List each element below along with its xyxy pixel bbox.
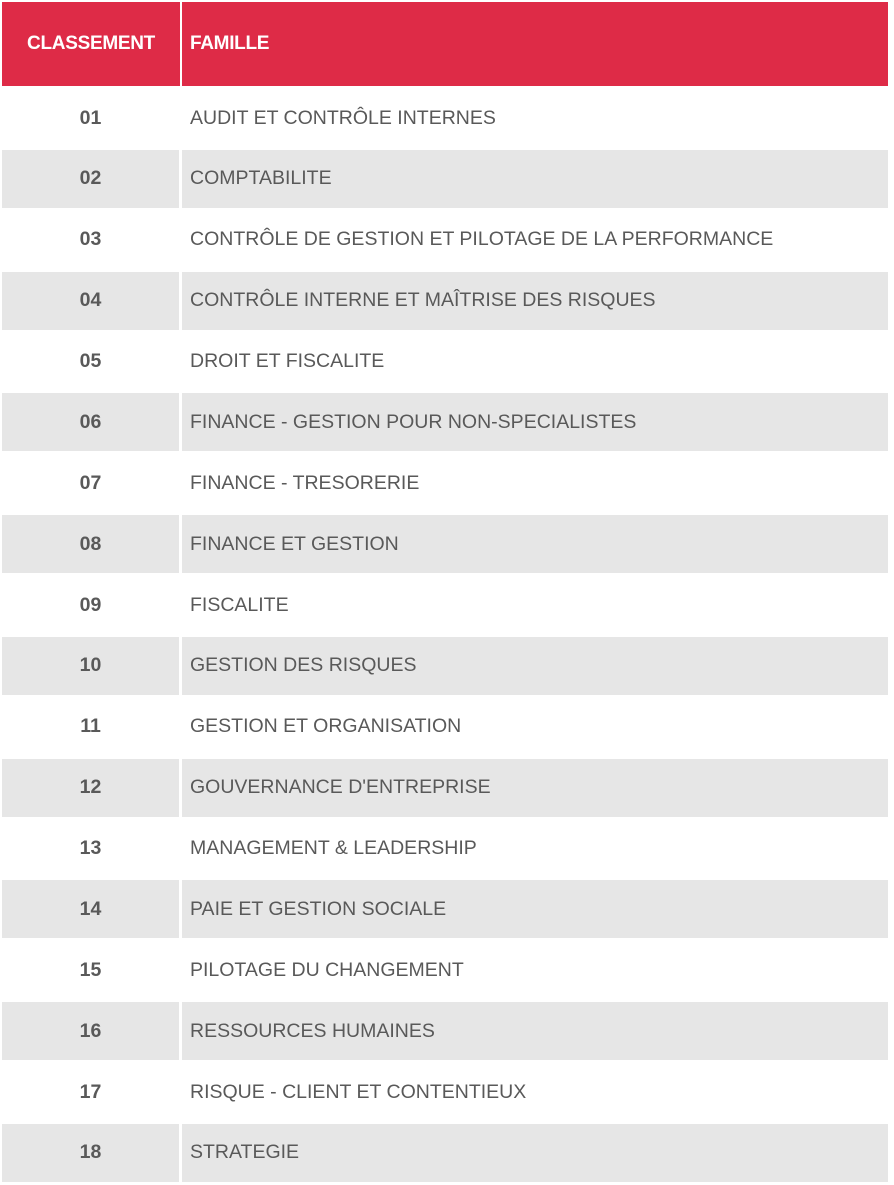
header-rank: CLASSEMENT: [2, 2, 182, 86]
family-cell: GESTION ET ORGANISATION: [190, 715, 462, 738]
rank-cell: 04: [2, 272, 182, 330]
table-row: [2, 333, 888, 391]
rank-cell: 08: [2, 515, 182, 573]
family-cell: CONTRÔLE INTERNE ET MAÎTRISE DES RISQUES: [190, 289, 656, 312]
family-cell: FINANCE - GESTION POUR NON-SPECIALISTES: [190, 410, 637, 433]
rank-cell: 10: [2, 637, 182, 695]
family-cell: MANAGEMENT & LEADERSHIP: [190, 837, 477, 859]
table-row: [2, 637, 888, 695]
rank-cell: 01: [2, 89, 182, 147]
rank-cell: 17: [2, 1063, 182, 1121]
table-row: [2, 576, 888, 634]
table-body: [2, 89, 888, 1182]
rank-cell: 06: [2, 393, 182, 451]
table-row: [2, 211, 888, 269]
family-cell: FISCALITE: [190, 593, 289, 616]
table-row: [2, 941, 888, 999]
ranking-table: [2, 2, 888, 1185]
table-row: [2, 1063, 888, 1121]
family-cell: RISQUE - CLIENT ET CONTENTIEUX: [190, 1080, 527, 1103]
table-row: [2, 880, 888, 938]
family-cell: PILOTAGE DU CHANGEMENT: [190, 958, 464, 981]
family-cell: AUDIT ET CONTRÔLE INTERNES: [190, 106, 496, 129]
family-cell: FINANCE - TRESORERIE: [190, 471, 420, 494]
rank-cell: 16: [2, 1002, 182, 1060]
table-row: [2, 393, 888, 451]
rank-cell: 13: [2, 820, 182, 878]
family-cell: GOUVERNANCE D'ENTREPRISE: [190, 776, 491, 799]
rank-cell: 15: [2, 941, 182, 999]
table-row: [2, 89, 888, 147]
family-cell: GESTION DES RISQUES: [190, 654, 417, 677]
rank-cell: 09: [2, 576, 182, 634]
table-row: [2, 454, 888, 512]
header-family: FAMILLE: [190, 33, 270, 54]
table-row: [2, 820, 888, 878]
rank-cell: 07: [2, 454, 182, 512]
rank-cell: 05: [2, 333, 182, 391]
table-row: [2, 1002, 888, 1060]
family-cell: COMPTABILITE: [190, 167, 332, 190]
table-row: [2, 272, 888, 330]
family-cell: RESSOURCES HUMAINES: [190, 1019, 435, 1042]
table-row: [2, 698, 888, 756]
rank-cell: 11: [2, 698, 182, 756]
family-cell: STRATEGIE: [190, 1141, 300, 1164]
rank-cell: 02: [2, 150, 182, 208]
rank-cell: 03: [2, 211, 182, 269]
family-cell: PAIE ET GESTION SOCIALE: [190, 897, 447, 920]
table-row: [2, 150, 888, 208]
rank-cell: 18: [2, 1124, 182, 1182]
family-cell: CONTRÔLE DE GESTION ET PILOTAGE DE LA PERFORMANCE: [190, 228, 774, 251]
rank-cell: 12: [2, 759, 182, 817]
table-row: [2, 759, 888, 817]
table-row: [2, 1124, 888, 1182]
table-header: [2, 2, 888, 86]
family-cell: DROIT ET FISCALITE: [190, 350, 385, 372]
table-row: [2, 515, 888, 573]
family-cell: FINANCE ET GESTION: [190, 532, 399, 555]
rank-cell: 14: [2, 880, 182, 938]
